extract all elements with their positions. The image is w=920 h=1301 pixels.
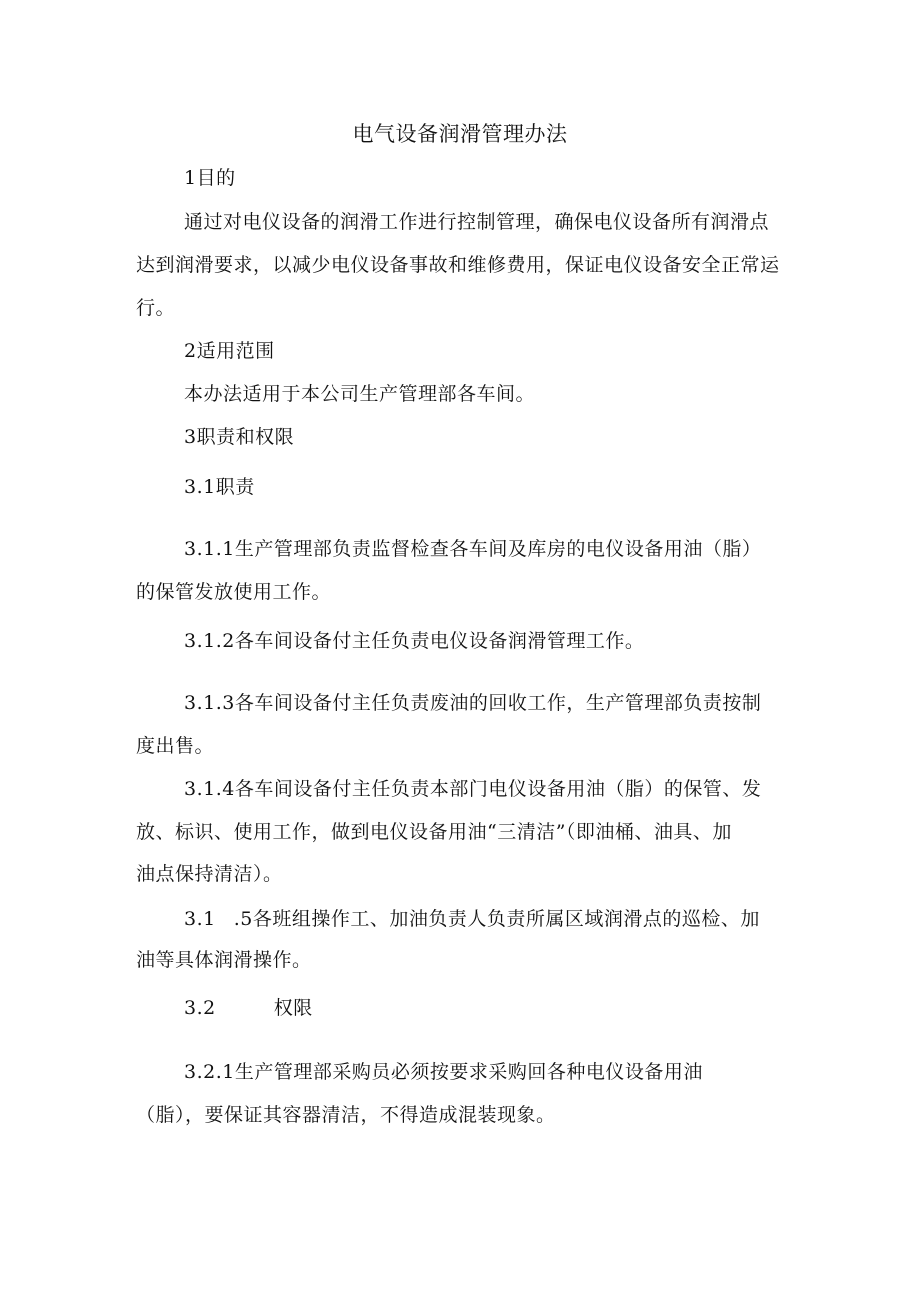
item-3-1-5-text: .5各班组操作工、加油负责人负责所属区域润滑点的巡检、加 [233, 908, 760, 930]
item-3-1-4-line-2: 放、标识、使用工作，做到电仪设备用油“三清洁”（即油桶、油具、加 [136, 821, 732, 843]
item-3-1-2-line-1: 3.1.2各车间设备付主任负责电仪设备润滑管理工作。 [184, 630, 645, 652]
section-3-1-heading: 3.1职责 [184, 476, 255, 498]
item-3-1-5-line-1 [184, 906, 760, 932]
item-3-1-4-line-3: 油点保持清洁）。 [136, 863, 283, 885]
item-3-2-1-line-1: 3.2.1生产管理部采购员必须按要求采购回各种电仪设备用油 [184, 1061, 703, 1083]
section-1-paragraph-line-2: 达到润滑要求，以减少电仪设备事故和维修费用，保证电仪设备安全正常运 [136, 254, 780, 276]
section-3-heading: 3职责和权限 [184, 426, 295, 448]
item-3-1-5-number: 3.1 [184, 908, 216, 930]
item-3-1-3-line-1: 3.1.3各车间设备付主任负责废油的回收工作，生产管理部负责按制 [184, 692, 762, 714]
section-2-heading: 2适用范围 [184, 340, 275, 362]
item-3-1-1-line-1: 3.1.1生产管理部负责监督检查各车间及库房的电仪设备用油（脂） [184, 538, 762, 560]
item-3-1-4-line-1: 3.1.4各车间设备付主任负责本部门电仪设备用油（脂）的保管、发 [184, 778, 762, 800]
section-1-heading: 1目的 [184, 167, 236, 189]
item-3-1-1-line-2: 的保管发放使用工作。 [136, 581, 332, 603]
section-3-2-heading [184, 995, 313, 1021]
item-3-1-3-line-2: 度出售。 [136, 735, 215, 757]
section-3-2-label: 权限 [273, 997, 313, 1019]
section-1-paragraph-line-3: 行。 [136, 297, 176, 319]
section-3-2-number: 3.2 [184, 997, 216, 1019]
item-3-2-1-line-2: （脂），要保证其容器清洁，不得造成混装现象。 [136, 1104, 556, 1126]
item-3-1-5-line-2: 油等具体润滑操作。 [136, 949, 312, 971]
section-1-paragraph-line-1: 通过对电仪设备的润滑工作进行控制管理，确保电仪设备所有润滑点 [184, 211, 770, 233]
document-title: 电气设备润滑管理办法 [352, 122, 568, 146]
section-2-paragraph: 本办法适用于本公司生产管理部各车间。 [184, 383, 536, 405]
